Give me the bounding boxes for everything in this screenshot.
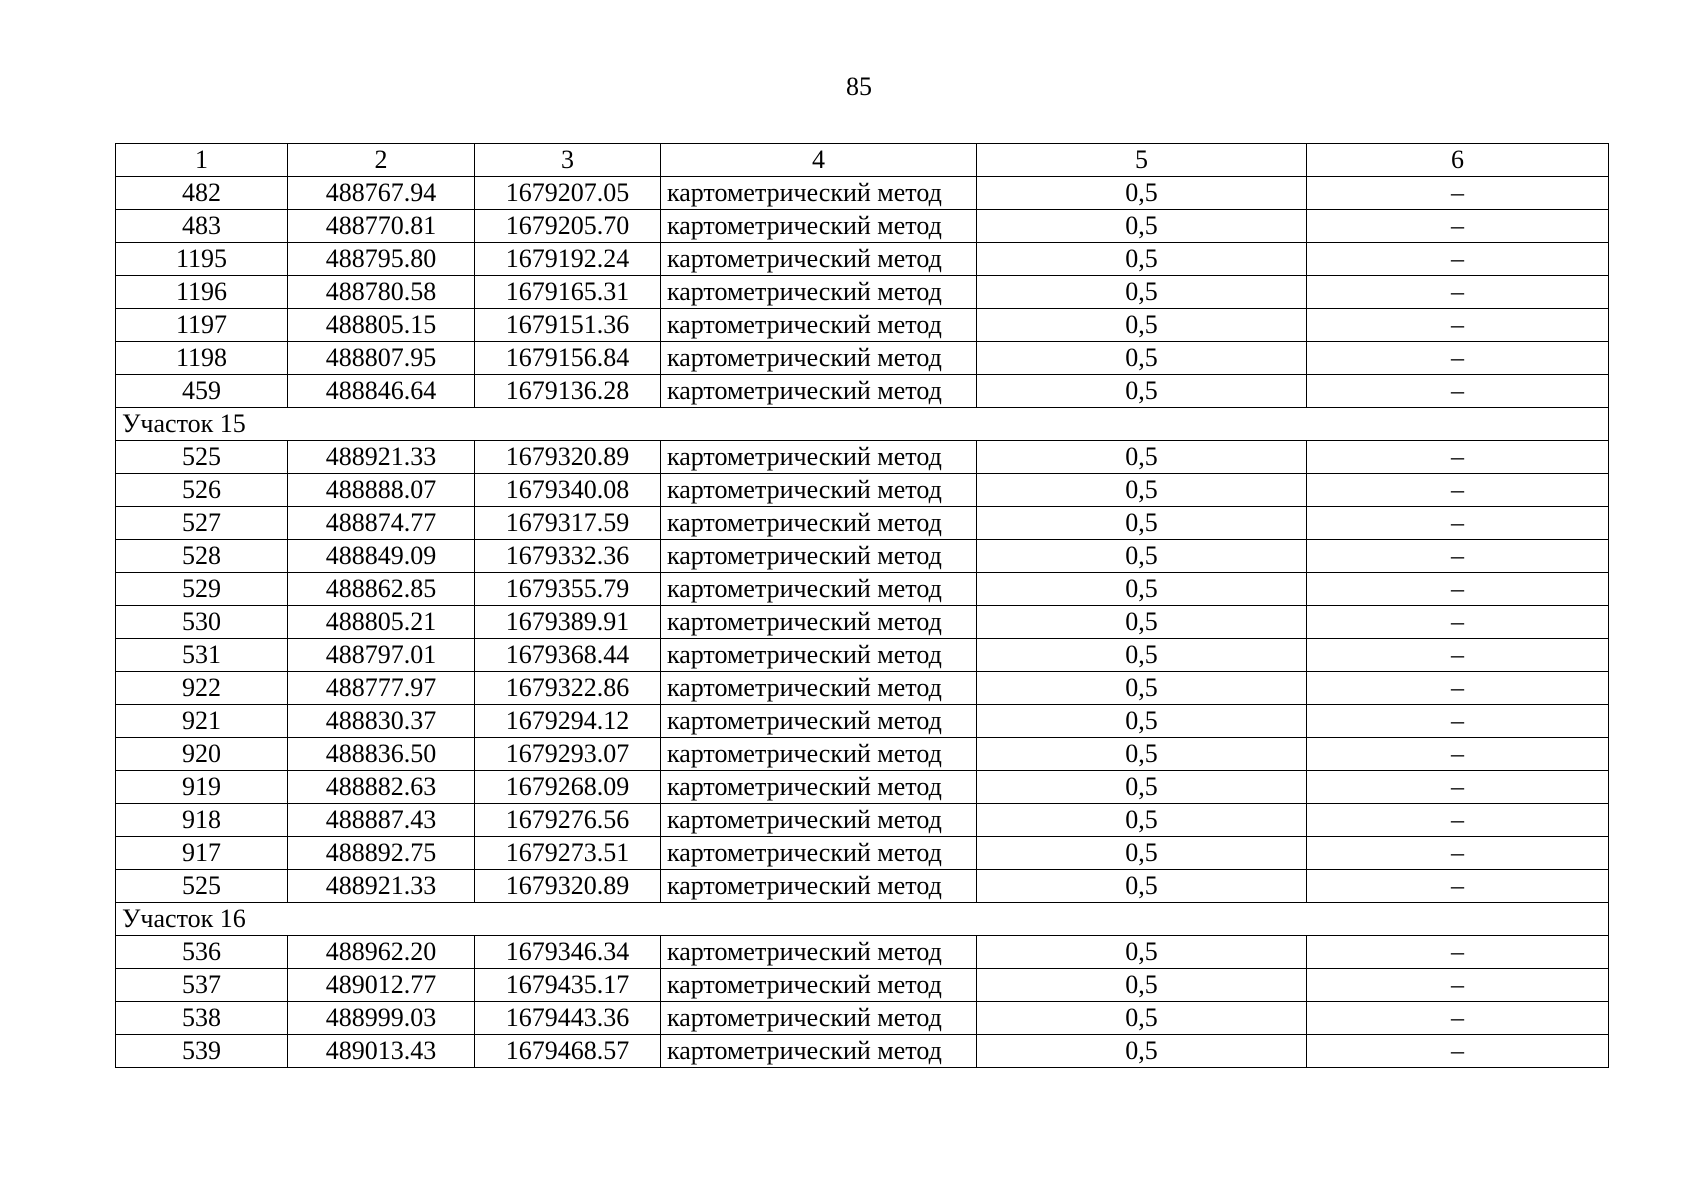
table-row [116,870,1609,903]
cell-point-number: 529 [116,573,288,606]
cell-y-coordinate: 1679346.34 [475,936,661,969]
section-label: Участок 16 [116,903,1609,936]
cell-y-coordinate: 1679156.84 [475,342,661,375]
cell-note: – [1307,540,1609,573]
cell-y-coordinate: 1679322.86 [475,672,661,705]
cell-y-coordinate: 1679443.36 [475,1002,661,1035]
cell-method: картометрический метод [661,309,977,342]
cell-method: картометрический метод [661,606,977,639]
cell-note: – [1307,1035,1609,1068]
table-row [116,375,1609,408]
table-row [116,309,1609,342]
cell-x-coordinate: 488887.43 [288,804,475,837]
table-row [116,342,1609,375]
cell-y-coordinate: 1679207.05 [475,177,661,210]
cell-point-number: 1195 [116,243,288,276]
cell-accuracy: 0,5 [977,573,1307,606]
cell-method: картометрический метод [661,441,977,474]
cell-y-coordinate: 1679355.79 [475,573,661,606]
cell-method: картометрический метод [661,738,977,771]
cell-method: картометрический метод [661,804,977,837]
cell-accuracy: 0,5 [977,969,1307,1002]
cell-y-coordinate: 1679317.59 [475,507,661,540]
cell-y-coordinate: 1679294.12 [475,705,661,738]
cell-x-coordinate: 488767.94 [288,177,475,210]
cell-note: – [1307,210,1609,243]
cell-method: картометрический метод [661,474,977,507]
cell-method: картометрический метод [661,276,977,309]
cell-point-number: 538 [116,1002,288,1035]
table-row [116,276,1609,309]
cell-note: – [1307,606,1609,639]
cell-accuracy: 0,5 [977,1002,1307,1035]
cell-accuracy: 0,5 [977,507,1307,540]
cell-point-number: 922 [116,672,288,705]
cell-note: – [1307,705,1609,738]
section-row [116,408,1609,441]
cell-point-number: 530 [116,606,288,639]
cell-point-number: 918 [116,804,288,837]
cell-note: – [1307,738,1609,771]
cell-note: – [1307,837,1609,870]
cell-accuracy: 0,5 [977,639,1307,672]
table-row [116,738,1609,771]
table-row [116,474,1609,507]
cell-note: – [1307,243,1609,276]
cell-x-coordinate: 488807.95 [288,342,475,375]
cell-point-number: 483 [116,210,288,243]
cell-x-coordinate: 488921.33 [288,441,475,474]
cell-accuracy: 0,5 [977,540,1307,573]
table-row [116,639,1609,672]
cell-point-number: 539 [116,1035,288,1068]
cell-y-coordinate: 1679389.91 [475,606,661,639]
cell-method: картометрический метод [661,342,977,375]
cell-point-number: 526 [116,474,288,507]
table-body [116,144,1609,1068]
cell-note: – [1307,342,1609,375]
cell-accuracy: 0,5 [977,342,1307,375]
table-row [116,177,1609,210]
cell-method: картометрический метод [661,540,977,573]
cell-method: картометрический метод [661,639,977,672]
cell-x-coordinate: 488846.64 [288,375,475,408]
cell-y-coordinate: 1679276.56 [475,804,661,837]
cell-accuracy: 0,5 [977,474,1307,507]
cell-y-coordinate: 1679205.70 [475,210,661,243]
cell-x-coordinate: 488805.21 [288,606,475,639]
table-row [116,804,1609,837]
cell-point-number: 917 [116,837,288,870]
cell-x-coordinate: 488882.63 [288,771,475,804]
cell-x-coordinate: 488805.15 [288,309,475,342]
table-row [116,210,1609,243]
cell-y-coordinate: 1679268.09 [475,771,661,804]
cell-method: картометрический метод [661,375,977,408]
cell-accuracy: 0,5 [977,606,1307,639]
table-row [116,606,1609,639]
cell-accuracy: 0,5 [977,738,1307,771]
header-cell-3: 3 [475,144,661,177]
cell-point-number: 459 [116,375,288,408]
cell-note: – [1307,375,1609,408]
cell-y-coordinate: 1679320.89 [475,870,661,903]
header-cell-4: 4 [661,144,977,177]
cell-x-coordinate: 489013.43 [288,1035,475,1068]
cell-accuracy: 0,5 [977,309,1307,342]
cell-y-coordinate: 1679151.36 [475,309,661,342]
cell-accuracy: 0,5 [977,870,1307,903]
cell-y-coordinate: 1679320.89 [475,441,661,474]
cell-note: – [1307,573,1609,606]
cell-y-coordinate: 1679340.08 [475,474,661,507]
cell-y-coordinate: 1679136.28 [475,375,661,408]
header-cell-5: 5 [977,144,1307,177]
cell-x-coordinate: 488836.50 [288,738,475,771]
cell-note: – [1307,672,1609,705]
cell-point-number: 1198 [116,342,288,375]
cell-point-number: 1197 [116,309,288,342]
cell-note: – [1307,804,1609,837]
cell-y-coordinate: 1679368.44 [475,639,661,672]
cell-point-number: 537 [116,969,288,1002]
cell-x-coordinate: 488830.37 [288,705,475,738]
cell-method: картометрический метод [661,177,977,210]
cell-accuracy: 0,5 [977,837,1307,870]
section-label: Участок 15 [116,408,1609,441]
cell-method: картометрический метод [661,672,977,705]
cell-y-coordinate: 1679332.36 [475,540,661,573]
cell-accuracy: 0,5 [977,672,1307,705]
cell-x-coordinate: 488797.01 [288,639,475,672]
cell-note: – [1307,639,1609,672]
table-row [116,936,1609,969]
cell-y-coordinate: 1679293.07 [475,738,661,771]
cell-x-coordinate: 488999.03 [288,1002,475,1035]
table-row [116,1035,1609,1068]
cell-method: картометрический метод [661,243,977,276]
table-row [116,441,1609,474]
cell-method: картометрический метод [661,969,977,1002]
cell-method: картометрический метод [661,837,977,870]
cell-accuracy: 0,5 [977,441,1307,474]
cell-accuracy: 0,5 [977,771,1307,804]
header-cell-6: 6 [1307,144,1609,177]
cell-method: картометрический метод [661,210,977,243]
cell-note: – [1307,177,1609,210]
coordinates-table [115,143,1609,1068]
table-row [116,1002,1609,1035]
cell-x-coordinate: 488888.07 [288,474,475,507]
cell-method: картометрический метод [661,507,977,540]
cell-point-number: 1196 [116,276,288,309]
cell-note: – [1307,1002,1609,1035]
table-row [116,243,1609,276]
table-row [116,507,1609,540]
cell-x-coordinate: 488849.09 [288,540,475,573]
table-row [116,837,1609,870]
cell-point-number: 531 [116,639,288,672]
cell-accuracy: 0,5 [977,705,1307,738]
section-row [116,903,1609,936]
table-row [116,705,1609,738]
cell-accuracy: 0,5 [977,804,1307,837]
page-number: 85 [846,72,872,101]
cell-accuracy: 0,5 [977,276,1307,309]
cell-note: – [1307,507,1609,540]
cell-point-number: 525 [116,870,288,903]
cell-point-number: 536 [116,936,288,969]
header-row [116,144,1609,177]
cell-point-number: 525 [116,441,288,474]
header-cell-1: 1 [116,144,288,177]
cell-note: – [1307,474,1609,507]
cell-method: картометрический метод [661,936,977,969]
cell-method: картометрический метод [661,705,977,738]
cell-method: картометрический метод [661,1002,977,1035]
cell-y-coordinate: 1679468.57 [475,1035,661,1068]
cell-x-coordinate: 488777.97 [288,672,475,705]
cell-x-coordinate: 488962.20 [288,936,475,969]
table-row [116,573,1609,606]
table-row [116,969,1609,1002]
cell-note: – [1307,771,1609,804]
cell-x-coordinate: 488780.58 [288,276,475,309]
cell-point-number: 527 [116,507,288,540]
cell-point-number: 919 [116,771,288,804]
cell-point-number: 482 [116,177,288,210]
cell-point-number: 920 [116,738,288,771]
table-row [116,771,1609,804]
table-row [116,540,1609,573]
cell-x-coordinate: 488862.85 [288,573,475,606]
cell-note: – [1307,936,1609,969]
table-row [116,672,1609,705]
cell-accuracy: 0,5 [977,177,1307,210]
cell-note: – [1307,441,1609,474]
cell-y-coordinate: 1679273.51 [475,837,661,870]
cell-accuracy: 0,5 [977,936,1307,969]
cell-accuracy: 0,5 [977,1035,1307,1068]
cell-method: картометрический метод [661,771,977,804]
cell-note: – [1307,870,1609,903]
cell-method: картометрический метод [661,1035,977,1068]
cell-accuracy: 0,5 [977,375,1307,408]
cell-note: – [1307,276,1609,309]
cell-accuracy: 0,5 [977,210,1307,243]
cell-note: – [1307,969,1609,1002]
cell-point-number: 921 [116,705,288,738]
cell-x-coordinate: 489012.77 [288,969,475,1002]
cell-y-coordinate: 1679192.24 [475,243,661,276]
cell-x-coordinate: 488892.75 [288,837,475,870]
cell-x-coordinate: 488874.77 [288,507,475,540]
cell-y-coordinate: 1679165.31 [475,276,661,309]
cell-x-coordinate: 488921.33 [288,870,475,903]
cell-x-coordinate: 488770.81 [288,210,475,243]
cell-accuracy: 0,5 [977,243,1307,276]
cell-x-coordinate: 488795.80 [288,243,475,276]
cell-method: картометрический метод [661,870,977,903]
cell-method: картометрический метод [661,573,977,606]
cell-note: – [1307,309,1609,342]
cell-point-number: 528 [116,540,288,573]
cell-y-coordinate: 1679435.17 [475,969,661,1002]
header-cell-2: 2 [288,144,475,177]
